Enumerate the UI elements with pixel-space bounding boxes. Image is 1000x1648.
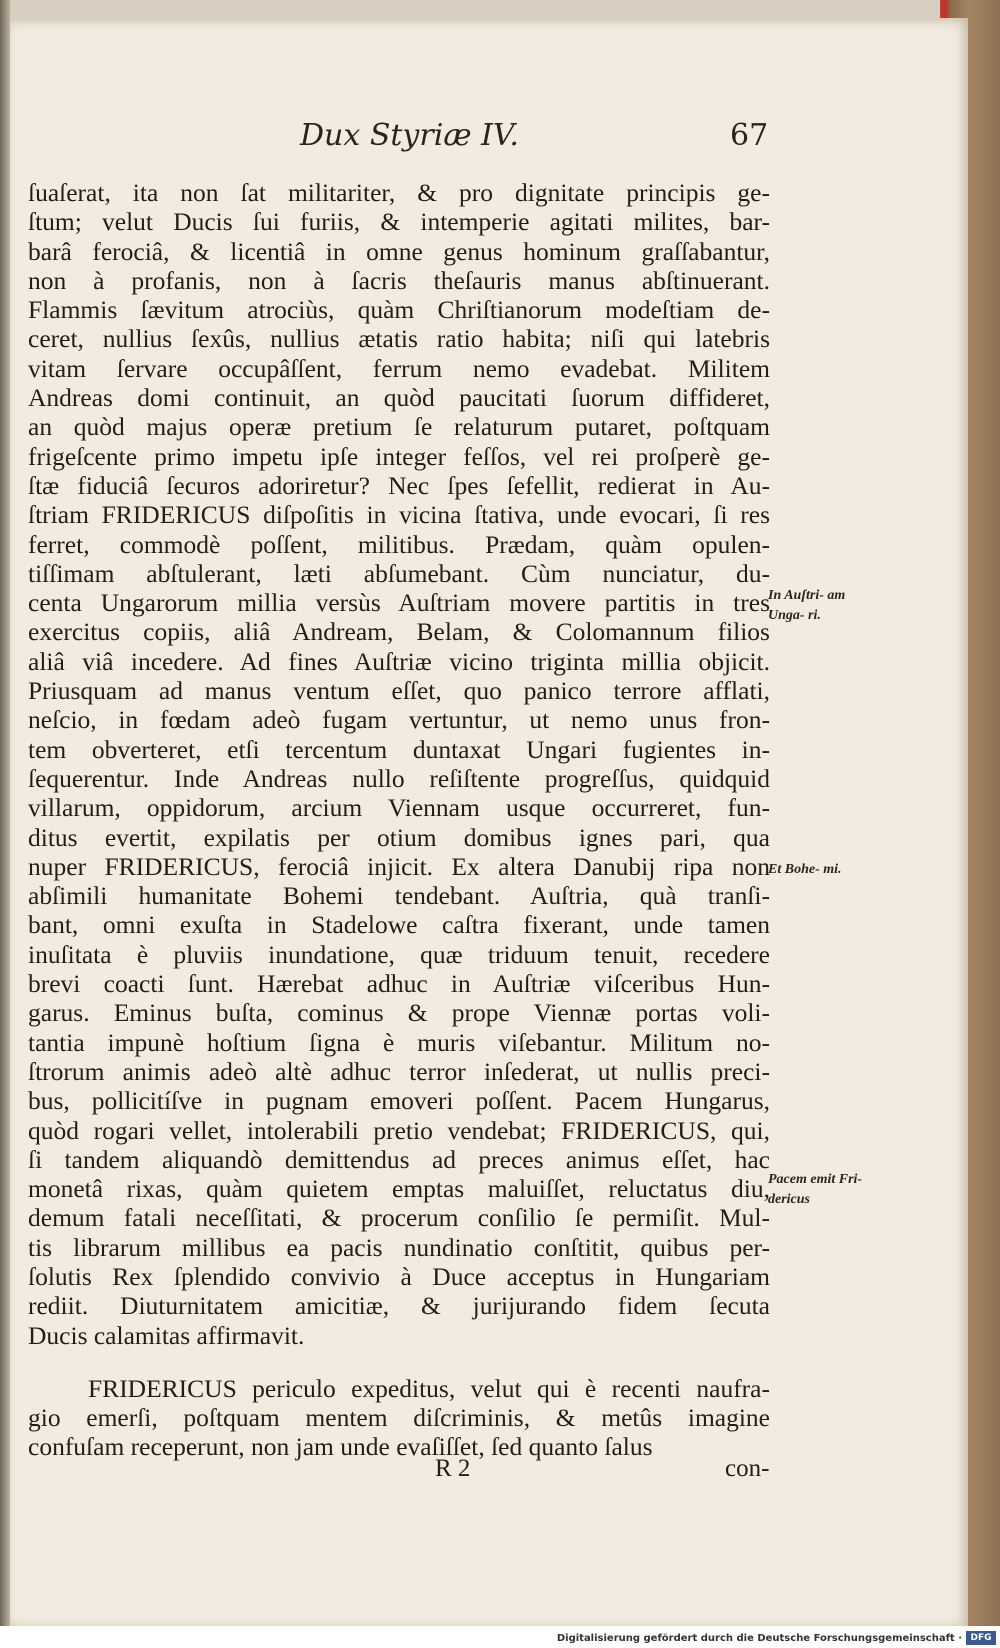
text-line: abſimili humanitate Bohemi tendebant. Auſtria, quà tranſi- bbox=[28, 881, 770, 911]
text-line: ferret, commodè poſſent, militibus. Prædam, quàm opulen- bbox=[28, 529, 770, 559]
text-line: garus. Eminus buſta, cominus & prope Viennæ portas voli- bbox=[28, 998, 770, 1028]
book-left-edge bbox=[0, 0, 10, 1648]
text-line: Ducis calamitas affirmavit. bbox=[28, 1320, 305, 1350]
text-line: Andreas domi continuit, an quòd paucitati ſuorum diffideret, bbox=[28, 383, 770, 413]
text-line: nuper FRIDERICUS, ferociâ injicit. Ex altera Danubij ripa non bbox=[28, 851, 770, 881]
text-line: inuſitata è pluviis inundatione, quæ triduum tenuit, recedere bbox=[28, 939, 770, 969]
text-line: brevi coacti ſunt. Hærebat adhuc in Auſtriæ viſceribus Hun- bbox=[28, 969, 770, 999]
paragraph-gap bbox=[28, 1350, 770, 1374]
text-line: tis librarum millibus ea pacis nundinatio conſtitit, quibus per- bbox=[28, 1232, 770, 1262]
dfg-logo: DFG bbox=[966, 1631, 996, 1645]
text-line: ſi tandem aliquandò demittendus ad preces animus eſſet, hac bbox=[28, 1144, 770, 1174]
text-line: ſequerentur. Inde Andreas nullo reſiſtente progreſſus, quidquid bbox=[28, 763, 770, 793]
text-line: exercitus copiis, aliâ Andream, Belam, & Colomannum filios bbox=[28, 617, 770, 647]
book-page bbox=[10, 18, 968, 1626]
text-line: vitam ſervare occupâſſent, ferrum nemo evadebat. Militem bbox=[28, 353, 770, 383]
text-line: aliâ viâ incedere. Ad fines Auſtriæ vicino triginta millia objicit. bbox=[28, 646, 770, 676]
text-line: non à profanis, non à ſacris theſauris manus abſtinuerant. bbox=[28, 265, 770, 295]
text-line: neſcio, in fœdam adeò fugam vertuntur, ut nemo unus fron- bbox=[28, 705, 770, 735]
text-line: frigeſcente primo impetu ipſe integer feſſos, vel rei proſperè ge- bbox=[28, 441, 770, 471]
text-line: ditus evertit, expilatis per otium domibus ignes pari, qua bbox=[28, 822, 770, 852]
text-line: demum fatali neceſſitati, & procerum conſilio ſe permiſit. Mul- bbox=[28, 1203, 770, 1233]
text-line: monetâ rixas, quàm quietem emptas maluiſſet, reluctatus diu, bbox=[28, 1174, 770, 1204]
text-line: an quòd majus operæ pretium ſe relaturum putaret, poſtquam bbox=[28, 412, 770, 442]
text-line: centa Ungarorum millia versùs Auſtriam movere partitis in tres bbox=[28, 588, 770, 618]
main-text bbox=[28, 178, 770, 1462]
text-line: Priusquam ad manus ventum eſſet, quo panico terrore afflati, bbox=[28, 676, 770, 706]
text-line: tantia impunè hoſtium ſigna è muris viſebantur. Militum no- bbox=[28, 1027, 770, 1057]
text-line: Flammis ſævitum atrociùs, quàm Chriſtianorum modeſtiam de- bbox=[28, 295, 770, 325]
text-line: tiſſimam abſtulerant, læti abſumebant. Cùm nunciatur, du- bbox=[28, 558, 770, 588]
text-line: ſuaſerat, ita non ſat militariter, & pro dignitate principis ge- bbox=[28, 178, 770, 207]
text-line: barâ ferociâ, & licentiâ in omne genus hominum graſſabantur, bbox=[28, 236, 770, 266]
text-line: ſtriam FRIDERICUS diſpoſitis in vicina ſtativa, unde evocari, ſi res bbox=[28, 500, 770, 530]
catchword: con- bbox=[725, 1455, 770, 1482]
text-line: ſolutis Rex ſplendido convivio à Duce acceptus in Hungariam bbox=[28, 1261, 770, 1291]
digitization-footer bbox=[0, 1626, 1000, 1648]
running-head: Dux Styriæ IV. bbox=[300, 118, 519, 153]
text-line: villarum, oppidorum, arcium Viennam usque occurreret, fun- bbox=[28, 793, 770, 823]
text-line: bant, omni exuſta in Stadelowe caſtra fixerant, unde tamen bbox=[28, 910, 770, 940]
page-number: 67 bbox=[730, 118, 769, 153]
text-line: quòd rogari vellet, intolerabili pretio vendebat; FRIDERICUS, qui, bbox=[28, 1115, 770, 1145]
text-line: gio emerſi, poſtquam mentem diſcriminis, & metûs imagine bbox=[28, 1403, 770, 1433]
digitization-note: Digitalisierung gefördert durch die Deutsche Forschungsgemeinschaft · bbox=[556, 1633, 962, 1644]
text-line: FRIDERICUS periculo expeditus, velut qui è recenti naufra- bbox=[88, 1373, 770, 1403]
text-line: rediit. Diuturnitatem amicitiæ, & jurijurando fidem ſecuta bbox=[28, 1291, 770, 1321]
margin-note-1: In Auſtri- am Unga- ri. bbox=[768, 588, 846, 623]
signature-mark: R 2 bbox=[435, 1455, 471, 1482]
text-line: ſtrorum animis adeò altè adhuc terror inſederat, ut nullis preci- bbox=[28, 1056, 770, 1086]
margin-note-3: Pacem emit Fri- dericus bbox=[768, 1172, 863, 1207]
text-line: ceret, nullius ſexûs, nullius ætatis ratio habita; niſi qui latebris bbox=[28, 324, 770, 354]
margin-note-2: Et Bohe- mi. bbox=[768, 862, 842, 877]
text-line: bus, pollicitíſve in pugnam emoveri poſſent. Pacem Hungarus, bbox=[28, 1086, 770, 1116]
text-line: confuſam receperunt, non jam unde evaſiſſet, ſed quanto ſalus bbox=[28, 1432, 653, 1462]
text-line: tem obverteret, etſi tercentum duntaxat Ungari fugientes in- bbox=[28, 734, 770, 764]
text-line: ſtum; velut Ducis ſui furiis, & intemperie agitati milites, bar- bbox=[28, 207, 770, 237]
text-line: ſtæ fiduciâ ſecuros adoriretur? Nec ſpes ſefellit, redierat in Au- bbox=[28, 470, 770, 500]
